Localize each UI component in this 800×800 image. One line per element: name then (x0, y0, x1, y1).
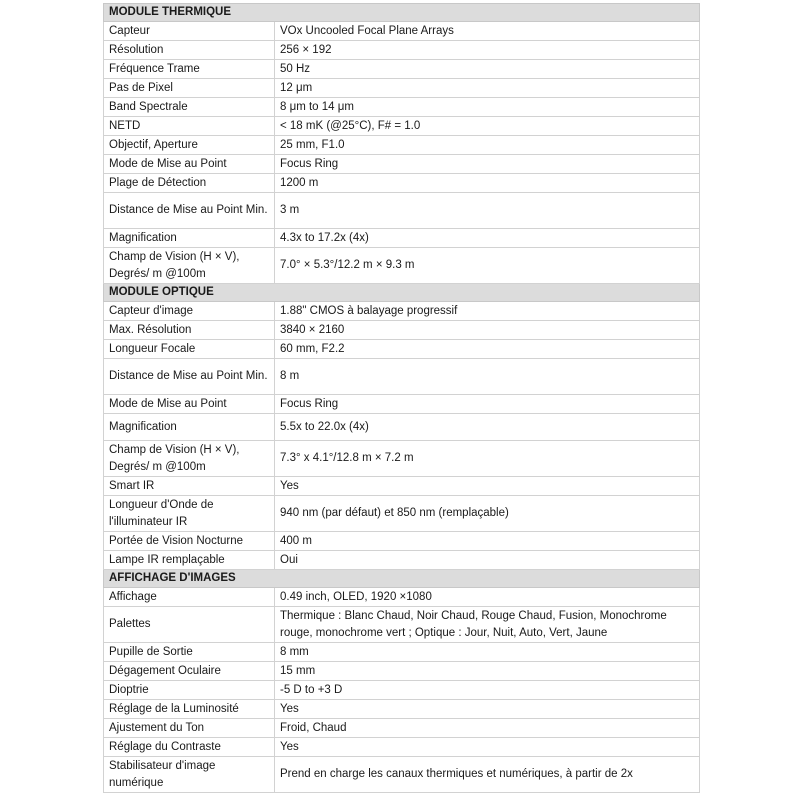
spec-label: Mode de Mise au Point (104, 395, 275, 414)
spec-row (104, 607, 700, 643)
spec-row (104, 22, 700, 41)
spec-row (104, 551, 700, 570)
spec-value: Thermique : Blanc Chaud, Noir Chaud, Rouge Chaud, Fusion, Monochrome rouge, monochrome vert ; Optique : Jour, Nuit, Auto, Vert, Jaune (275, 607, 700, 643)
spec-row (104, 681, 700, 700)
spec-value: 15 mm (275, 662, 700, 681)
spec-label: Portée de Vision Nocturne (104, 532, 275, 551)
spec-label: Pas de Pixel (104, 79, 275, 98)
section-title: AFFICHAGE D'IMAGES (104, 570, 700, 588)
spec-row (104, 60, 700, 79)
spec-label: Dioptrie (104, 681, 275, 700)
spec-row (104, 340, 700, 359)
spec-row (104, 532, 700, 551)
spec-value: Yes (275, 700, 700, 719)
spec-row (104, 321, 700, 340)
spec-row (104, 395, 700, 414)
spec-label: Fréquence Trame (104, 60, 275, 79)
spec-value: 5.5x to 22.0x (4x) (275, 414, 700, 441)
section-title: MODULE THERMIQUE (104, 4, 700, 22)
spec-label: Pupille de Sortie (104, 643, 275, 662)
spec-value: 400 m (275, 532, 700, 551)
spec-value: 8 m (275, 359, 700, 395)
spec-row (104, 496, 700, 532)
spec-row (104, 359, 700, 395)
spec-value: Froid, Chaud (275, 719, 700, 738)
spec-label: Magnification (104, 414, 275, 441)
spec-label: Max. Résolution (104, 321, 275, 340)
spec-row (104, 477, 700, 496)
spec-value: 0.49 inch, OLED, 1920 ×1080 (275, 588, 700, 607)
spec-row (104, 229, 700, 248)
spec-row (104, 193, 700, 229)
spec-value: Yes (275, 738, 700, 757)
spec-value: 3 m (275, 193, 700, 229)
spec-value: VOx Uncooled Focal Plane Arrays (275, 22, 700, 41)
spec-row (104, 662, 700, 681)
section-header (104, 570, 700, 588)
spec-value: Focus Ring (275, 155, 700, 174)
spec-value: 3840 × 2160 (275, 321, 700, 340)
spec-row (104, 248, 700, 284)
spec-value: Focus Ring (275, 395, 700, 414)
spec-label: Dégagement Oculaire (104, 662, 275, 681)
spec-label: Réglage du Contraste (104, 738, 275, 757)
spec-label: Lampe IR remplaçable (104, 551, 275, 570)
spec-value: 50 Hz (275, 60, 700, 79)
spec-value: 8 μm to 14 μm (275, 98, 700, 117)
section-header (104, 4, 700, 22)
spec-value: 4.3x to 17.2x (4x) (275, 229, 700, 248)
spec-label: Distance de Mise au Point Min. (104, 359, 275, 395)
spec-table-body (104, 4, 700, 793)
spec-label: Magnification (104, 229, 275, 248)
spec-label: Stabilisateur d'image numérique (104, 757, 275, 793)
spec-row (104, 441, 700, 477)
spec-label: Longueur d'Onde de l'illuminateur IR (104, 496, 275, 532)
spec-row (104, 136, 700, 155)
spec-value: Yes (275, 477, 700, 496)
spec-label: Réglage de la Luminosité (104, 700, 275, 719)
spec-row (104, 302, 700, 321)
spec-label: Capteur (104, 22, 275, 41)
spec-label: NETD (104, 117, 275, 136)
spec-row (104, 588, 700, 607)
spec-row (104, 155, 700, 174)
spec-value: -5 D to +3 D (275, 681, 700, 700)
spec-label: Champ de Vision (H × V), Degrés/ m @100m (104, 441, 275, 477)
spec-row (104, 174, 700, 193)
spec-value: 12 μm (275, 79, 700, 98)
spec-value: 1200 m (275, 174, 700, 193)
spec-value: < 18 mK (@25°C), F# = 1.0 (275, 117, 700, 136)
spec-label: Champ de Vision (H × V), Degrés/ m @100m (104, 248, 275, 284)
spec-label: Band Spectrale (104, 98, 275, 117)
spec-row (104, 757, 700, 793)
spec-row (104, 719, 700, 738)
spec-value: 256 × 192 (275, 41, 700, 60)
spec-label: Résolution (104, 41, 275, 60)
spec-value: 1.88" CMOS à balayage progressif (275, 302, 700, 321)
spec-label: Plage de Détection (104, 174, 275, 193)
section-header (104, 284, 700, 302)
spec-value: 940 nm (par défaut) et 850 nm (remplaçable) (275, 496, 700, 532)
spec-label: Palettes (104, 607, 275, 643)
spec-value: Prend en charge les canaux thermiques et numériques, à partir de 2x (275, 757, 700, 793)
spec-value: Oui (275, 551, 700, 570)
spec-row (104, 117, 700, 136)
section-title: MODULE OPTIQUE (104, 284, 700, 302)
spec-value: 7.3° x 4.1°/12.8 m × 7.2 m (275, 441, 700, 477)
spec-row (104, 700, 700, 719)
spec-label: Ajustement du Ton (104, 719, 275, 738)
spec-row (104, 41, 700, 60)
spec-label: Affichage (104, 588, 275, 607)
spec-value: 8 mm (275, 643, 700, 662)
spec-value: 60 mm, F2.2 (275, 340, 700, 359)
spec-label: Mode de Mise au Point (104, 155, 275, 174)
spec-label: Distance de Mise au Point Min. (104, 193, 275, 229)
spec-row (104, 414, 700, 441)
spec-table (103, 3, 700, 793)
spec-label: Objectif, Aperture (104, 136, 275, 155)
spec-label: Smart IR (104, 477, 275, 496)
spec-row (104, 738, 700, 757)
spec-value: 7.0° × 5.3°/12.2 m × 9.3 m (275, 248, 700, 284)
spec-row (104, 98, 700, 117)
spec-value: 25 mm, F1.0 (275, 136, 700, 155)
spec-label: Longueur Focale (104, 340, 275, 359)
spec-label: Capteur d'image (104, 302, 275, 321)
spec-row (104, 643, 700, 662)
spec-row (104, 79, 700, 98)
